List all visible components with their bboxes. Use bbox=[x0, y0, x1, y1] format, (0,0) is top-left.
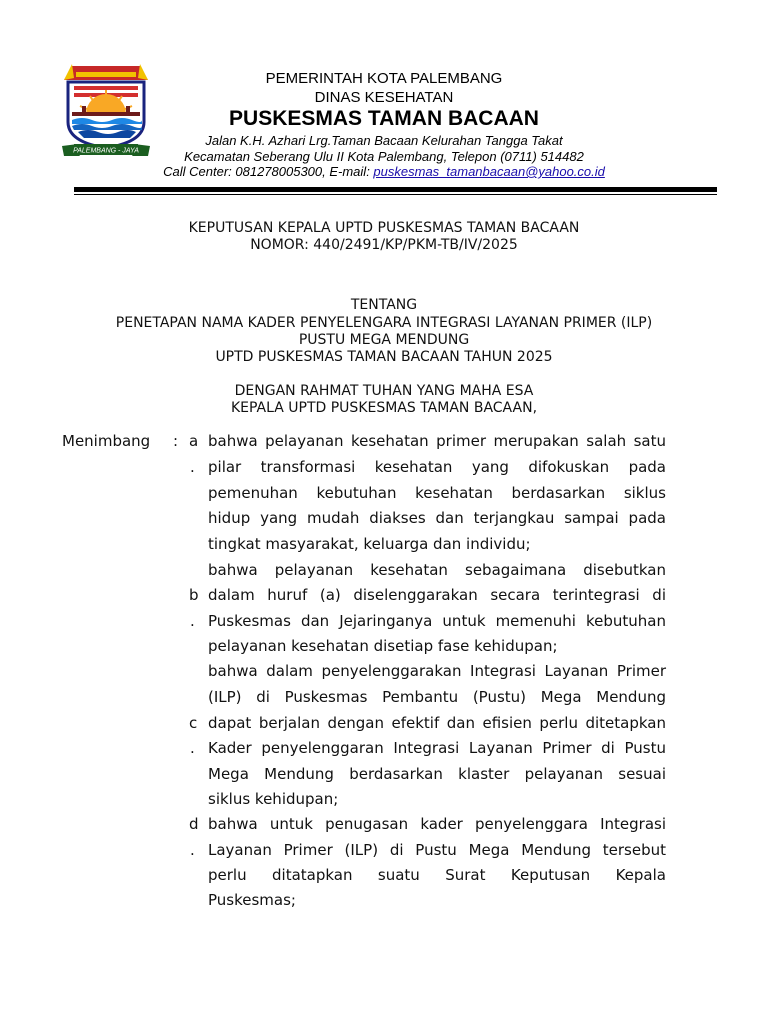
item-b-line-4: pelayanan kesehatan disetiap fase kehidupan; bbox=[208, 637, 558, 655]
subject-line-2: PUSTU MEGA MENDUNG bbox=[298, 332, 470, 348]
item-letter-d: d bbox=[189, 815, 199, 833]
item-d-line-3: perlu ditatapkan suatu Surat Keputusan Kepala bbox=[208, 866, 666, 884]
item-dot-a: . bbox=[190, 458, 195, 476]
contact-line bbox=[100, 164, 668, 179]
item-c-line-5: Mega Mendung berdasarkan klaster pelayanan sesuai bbox=[208, 765, 666, 783]
contact-prefix: Call Center: 081278005300, E-mail: bbox=[163, 164, 374, 179]
item-a-line-3: pemenuhan kebutuhan kesehatan berdasarkan siklus bbox=[208, 484, 666, 502]
item-b-line-1: bahwa pelayanan kesehatan sebagaimana disebutkan bbox=[208, 561, 666, 579]
item-a-line-2: pilar transformasi kesehatan yang difokuskan pada bbox=[208, 458, 666, 476]
item-d-line-2: Layanan Primer (ILP) di Pustu Mega Mendung tersebut bbox=[208, 841, 666, 859]
item-c-line-3: dapat berjalan dengan efektif dan efisien perlu ditetapkan bbox=[208, 714, 666, 732]
item-c-line-2: (ILP) di Puskesmas Pembantu (Pustu) Mega Mendung bbox=[208, 688, 666, 706]
address-line-2: Kecamatan Seberang Ulu II Kota Palembang, Telepon (0711) 514482 bbox=[184, 149, 584, 164]
decree-title: KEPUTUSAN KEPALA UPTD PUSKESMAS TAMAN BACAAN bbox=[188, 220, 580, 236]
item-letter-b: b bbox=[189, 586, 199, 604]
subject-line-3: UPTD PUSKESMAS TAMAN BACAAN TAHUN 2025 bbox=[215, 349, 553, 365]
government-name: PEMERINTAH KOTA PALEMBANG bbox=[265, 70, 503, 87]
item-dot-b: . bbox=[190, 612, 195, 630]
considering-colon: : bbox=[173, 432, 179, 450]
item-letter-c: c bbox=[189, 714, 198, 732]
item-a-line-5: tingkat masyarakat, keluarga dan individu; bbox=[208, 535, 531, 553]
subject-tentang: TENTANG bbox=[350, 297, 418, 313]
item-b-line-2: dalam huruf (a) diselenggarakan secara terintegrasi di bbox=[208, 586, 666, 604]
item-d-line-4: Puskesmas; bbox=[208, 891, 296, 909]
department-name: DINAS KESEHATAN bbox=[314, 89, 454, 106]
subject-line-1: PENETAPAN NAMA KADER PENYELENGARA INTEGRASI LAYANAN PRIMER (ILP) bbox=[115, 315, 653, 331]
logo-ribbon-text: PALEMBANG - JAYA bbox=[73, 147, 139, 155]
item-c-line-6: siklus kehidupan; bbox=[208, 790, 339, 808]
item-c-line-4: Kader penyelenggaran Integrasi Layanan Primer di Pustu bbox=[208, 739, 666, 757]
item-c-line-1: bahwa dalam penyelenggarakan Integrasi Layanan Primer bbox=[208, 662, 666, 680]
item-dot-c: . bbox=[190, 739, 195, 757]
preamble-line-2: KEPALA UPTD PUSKESMAS TAMAN BACAAN, bbox=[230, 400, 538, 416]
preamble-line-1: DENGAN RAHMAT TUHAN YANG MAHA ESA bbox=[234, 383, 534, 399]
item-b-line-3: Puskesmas dan Jejaringanya untuk memenuhi kebutuhan bbox=[208, 612, 666, 630]
header-divider-thin bbox=[74, 194, 717, 195]
decree-number: NOMOR: 440/2491/KP/PKM-TB/IV/2025 bbox=[250, 237, 518, 253]
item-dot-d: . bbox=[190, 841, 195, 859]
header-divider-thick bbox=[74, 187, 717, 192]
considering-label: Menimbang bbox=[62, 432, 151, 450]
item-a-line-4: hidup yang mudah diakses dan terjangkau sampai pada bbox=[208, 509, 666, 527]
address-line-1: Jalan K.H. Azhari Lrg.Taman Bacaan Kelurahan Tangga Takat bbox=[205, 133, 563, 148]
institution-name: PUSKESMAS TAMAN BACAAN bbox=[229, 107, 539, 130]
item-letter-a: a bbox=[189, 432, 199, 450]
item-d-line-1: bahwa untuk penugasan kader penyelenggara Integrasi bbox=[208, 815, 666, 833]
email-link[interactable]: puskesmas_tamanbacaan@yahoo.co.id bbox=[373, 164, 605, 179]
item-a-line-1: bahwa pelayanan kesehatan primer merupakan salah satu bbox=[208, 432, 666, 450]
